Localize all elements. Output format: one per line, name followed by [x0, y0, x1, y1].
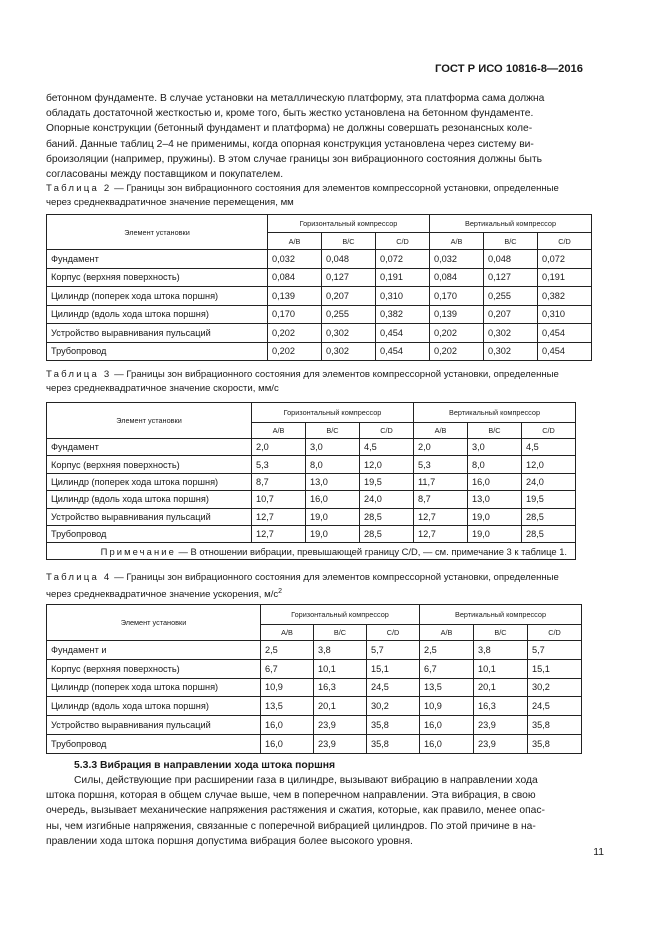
value-cell: 23,9 — [474, 716, 528, 735]
value-cell: 30,2 — [528, 678, 582, 697]
value-cell: 0,191 — [538, 268, 592, 287]
value-cell: 19,5 — [360, 473, 414, 490]
zone-subheader: C/D — [360, 423, 414, 439]
group-header-horizontal: Горизонтальный компрессор — [268, 215, 430, 233]
section-line: ны, чем изгибные напряжения, связанные с поперечной вибрацией цилиндров. По этой причине в на- — [46, 820, 536, 832]
value-cell: 16,3 — [314, 678, 367, 697]
value-cell: 3,0 — [468, 439, 522, 456]
group-header-horizontal: Горизонтальный компрессор — [252, 403, 414, 423]
table-row — [47, 678, 582, 697]
zone-subheader: A/B — [261, 625, 314, 641]
value-cell: 0,207 — [484, 305, 538, 324]
element-name-cell: Трубопровод — [47, 525, 252, 542]
value-cell: 0,048 — [484, 250, 538, 269]
element-name-cell: Цилиндр (вдоль хода штока поршня) — [47, 697, 261, 716]
value-cell: 0,207 — [322, 287, 376, 306]
group-header-vertical: Вертикальный компрессор — [420, 605, 582, 625]
value-cell: 19,0 — [468, 508, 522, 525]
value-cell: 0,302 — [322, 324, 376, 343]
zone-subheader: B/C — [474, 625, 528, 641]
value-cell: 4,5 — [360, 439, 414, 456]
table-4-caption — [46, 571, 661, 603]
element-name-cell: Цилиндр (вдоль хода штока поршня) — [47, 491, 252, 508]
zone-subheader: C/D — [528, 625, 582, 641]
value-cell: 12,7 — [252, 508, 306, 525]
value-cell: 0,302 — [484, 342, 538, 361]
value-cell: 24,5 — [528, 697, 582, 716]
table-4 — [46, 604, 582, 754]
note-text: — В отношении вибрации, превышающей границу C/D, — см. примечание 3 к таблице 1. — [175, 545, 568, 557]
element-name-cell: Цилиндр (поперек хода штока поршня) — [47, 287, 268, 306]
value-cell: 12,0 — [522, 456, 576, 473]
value-cell: 0,382 — [376, 305, 430, 324]
table-2-label: Таблица 2 — [46, 183, 112, 194]
element-name-cell: Корпус (верхняя поверхность) — [47, 268, 268, 287]
value-cell: 13,5 — [261, 697, 314, 716]
value-cell: 10,9 — [420, 697, 474, 716]
value-cell: 0,139 — [268, 287, 322, 306]
table-3-caption — [46, 368, 661, 396]
zone-subheader: B/C — [468, 423, 522, 439]
table-2-caption-text-2: через среднеквадратичное значение перемещения, мм — [46, 197, 294, 209]
element-name-cell: Фундамент — [47, 250, 268, 269]
table-row — [47, 250, 592, 269]
table-2-caption-text: — Границы зон вибрационного состояния для элементов компрессорной установки, определенные — [111, 183, 559, 194]
value-cell: 20,1 — [314, 697, 367, 716]
value-cell: 0,127 — [484, 268, 538, 287]
element-name-cell: Цилиндр (поперек хода штока поршня) — [47, 678, 261, 697]
element-name-cell: Трубопровод — [47, 342, 268, 361]
column-header-element: Элемент установки — [47, 605, 261, 641]
value-cell: 0,032 — [430, 250, 484, 269]
section-line: Силы, действующие при расширении газа в цилиндре, вызывают вибрацию в направлении хода — [74, 775, 538, 786]
value-cell: 12,0 — [360, 456, 414, 473]
section-paragraph — [46, 773, 614, 849]
element-name-cell: Устройство выравнивания пульсаций — [47, 716, 261, 735]
document-header: ГОСТ Р ИСО 10816-8—2016 — [435, 63, 583, 75]
zone-subheader: A/B — [252, 423, 306, 439]
table-row — [47, 456, 576, 473]
value-cell: 0,454 — [376, 324, 430, 343]
value-cell: 23,9 — [474, 734, 528, 753]
table-row — [47, 659, 582, 678]
value-cell: 4,5 — [522, 439, 576, 456]
value-cell: 0,170 — [268, 305, 322, 324]
value-cell: 30,2 — [367, 697, 420, 716]
zone-subheader: A/B — [268, 233, 322, 250]
table-4-caption-sup: 2 — [278, 588, 283, 596]
value-cell: 12,7 — [252, 525, 306, 542]
table-2-caption — [46, 182, 661, 210]
value-cell: 35,8 — [367, 734, 420, 753]
value-cell: 0,127 — [322, 268, 376, 287]
value-cell: 0,048 — [322, 250, 376, 269]
value-cell: 5,7 — [528, 641, 582, 660]
zone-subheader: B/C — [484, 233, 538, 250]
value-cell: 0,072 — [376, 250, 430, 269]
table-row — [47, 439, 576, 456]
value-cell: 16,0 — [420, 716, 474, 735]
table-row — [47, 305, 592, 324]
value-cell: 16,0 — [306, 491, 360, 508]
element-name-cell: Трубопровод — [47, 734, 261, 753]
value-cell: 0,072 — [538, 250, 592, 269]
value-cell: 23,9 — [314, 716, 367, 735]
group-header-horizontal: Горизонтальный компрессор — [261, 605, 420, 625]
element-name-cell: Корпус (верхняя поверхность) — [47, 456, 252, 473]
group-header-vertical: Вертикальный компрессор — [430, 215, 592, 233]
zone-subheader: B/C — [314, 625, 367, 641]
value-cell: 2,5 — [420, 641, 474, 660]
value-cell: 10,9 — [261, 678, 314, 697]
value-cell: 23,9 — [314, 734, 367, 753]
value-cell: 28,5 — [522, 525, 576, 542]
value-cell: 3,8 — [474, 641, 528, 660]
section-line: правлении хода штока поршня допустима вибрация более высокого уровня. — [46, 835, 413, 847]
value-cell: 8,0 — [468, 456, 522, 473]
value-cell: 10,1 — [474, 659, 528, 678]
value-cell: 0,255 — [484, 287, 538, 306]
value-cell: 0,084 — [268, 268, 322, 287]
table-4-label: Таблица 4 — [46, 572, 112, 583]
value-cell: 2,5 — [261, 641, 314, 660]
zone-subheader: A/B — [430, 233, 484, 250]
value-cell: 28,5 — [360, 508, 414, 525]
value-cell: 0,139 — [430, 305, 484, 324]
value-cell: 3,0 — [306, 439, 360, 456]
value-cell: 12,7 — [414, 508, 468, 525]
value-cell: 16,0 — [261, 734, 314, 753]
value-cell: 28,5 — [522, 508, 576, 525]
value-cell: 0,454 — [376, 342, 430, 361]
value-cell: 24,0 — [360, 491, 414, 508]
element-name-cell: Фундамент — [47, 439, 252, 456]
value-cell: 6,7 — [261, 659, 314, 678]
intro-line: баний. Данные таблиц 2–4 не применимы, когда опорная конструкция установлена через систему ви- — [46, 138, 534, 150]
value-cell: 35,8 — [528, 734, 582, 753]
table-row — [47, 268, 592, 287]
zone-subheader: B/C — [322, 233, 376, 250]
zone-subheader: C/D — [522, 423, 576, 439]
value-cell: 10,7 — [252, 491, 306, 508]
zone-subheader: B/C — [306, 423, 360, 439]
value-cell: 16,3 — [474, 697, 528, 716]
value-cell: 19,0 — [468, 525, 522, 542]
value-cell: 35,8 — [367, 716, 420, 735]
value-cell: 20,1 — [474, 678, 528, 697]
element-name-cell: Корпус (верхняя поверхность) — [47, 659, 261, 678]
value-cell: 16,0 — [468, 473, 522, 490]
value-cell: 0,202 — [430, 342, 484, 361]
zone-subheader: A/B — [414, 423, 468, 439]
value-cell: 0,084 — [430, 268, 484, 287]
table-4-caption-text: — Границы зон вибрационного состояния для элементов компрессорной установки, определенные — [111, 572, 559, 583]
value-cell: 8,7 — [414, 491, 468, 508]
table-row — [47, 716, 582, 735]
value-cell: 24,5 — [367, 678, 420, 697]
table-note — [47, 543, 576, 560]
value-cell: 13,0 — [306, 473, 360, 490]
value-cell: 13,0 — [468, 491, 522, 508]
value-cell: 0,032 — [268, 250, 322, 269]
value-cell: 0,302 — [484, 324, 538, 343]
value-cell: 15,1 — [528, 659, 582, 678]
zone-subheader: C/D — [538, 233, 592, 250]
value-cell: 0,255 — [322, 305, 376, 324]
table-2 — [46, 214, 592, 361]
value-cell: 0,170 — [430, 287, 484, 306]
intro-paragraph — [46, 91, 614, 182]
table-row — [47, 641, 582, 660]
value-cell: 5,3 — [252, 456, 306, 473]
page-number: 11 — [593, 847, 604, 858]
column-header-element: Элемент установки — [47, 215, 268, 250]
zone-subheader: C/D — [376, 233, 430, 250]
table-row — [47, 734, 582, 753]
table-row — [47, 525, 576, 542]
table-3-caption-text-2: через среднеквадратичное значение скорости, мм/с — [46, 383, 279, 395]
value-cell: 0,191 — [376, 268, 430, 287]
zone-subheader: C/D — [367, 625, 420, 641]
intro-line: бетонном фундаменте. В случае установки на металлическую платформу, эта платформа сама должна — [46, 93, 545, 104]
value-cell: 0,202 — [430, 324, 484, 343]
value-cell: 0,302 — [322, 342, 376, 361]
element-name-cell: Устройство выравнивания пульсаций — [47, 324, 268, 343]
value-cell: 2,0 — [414, 439, 468, 456]
table-3-label: Таблица 3 — [46, 369, 112, 380]
section-line: штока поршня, которая в общем случае выше, чем в поперечном направлении. Эта вибрация, в свою — [46, 790, 536, 802]
value-cell: 35,8 — [528, 716, 582, 735]
value-cell: 19,5 — [522, 491, 576, 508]
intro-line: обладать достаточной жесткостью и, кроме того, быть жестко установлена на бетонном фундаменте. — [46, 108, 534, 120]
value-cell: 12,7 — [414, 525, 468, 542]
table-row — [47, 697, 582, 716]
table-3 — [46, 402, 576, 560]
value-cell: 8,7 — [252, 473, 306, 490]
value-cell: 0,382 — [538, 287, 592, 306]
table-row — [47, 473, 576, 490]
table-row — [47, 491, 576, 508]
zone-subheader: A/B — [420, 625, 474, 641]
value-cell: 16,0 — [261, 716, 314, 735]
value-cell: 19,0 — [306, 508, 360, 525]
value-cell: 0,202 — [268, 324, 322, 343]
table-row — [47, 342, 592, 361]
intro-line: согласованы между поставщиком и покупателем. — [46, 169, 284, 181]
element-name-cell: Цилиндр (поперек хода штока поршня) — [47, 473, 252, 490]
section-line: очередь, вызывает механические напряжения растяжения и сжатия, которые, как правило, менее опас- — [46, 805, 545, 817]
value-cell: 5,7 — [367, 641, 420, 660]
value-cell: 0,454 — [538, 324, 592, 343]
column-header-element: Элемент установки — [47, 403, 252, 439]
table-row — [47, 324, 592, 343]
section-title: 5.3.3 Вибрация в направлении хода штока поршня — [74, 760, 336, 771]
value-cell: 0,454 — [538, 342, 592, 361]
value-cell: 0,310 — [376, 287, 430, 306]
value-cell: 10,1 — [314, 659, 367, 678]
value-cell: 13,5 — [420, 678, 474, 697]
value-cell: 8,0 — [306, 456, 360, 473]
note-label: Примечание — [100, 545, 176, 557]
element-name-cell: Цилиндр (вдоль хода штока поршня) — [47, 305, 268, 324]
value-cell: 28,5 — [360, 525, 414, 542]
table-3-caption-text: — Границы зон вибрационного состояния для элементов компрессорной установки, определенные — [111, 369, 559, 380]
value-cell: 24,0 — [522, 473, 576, 490]
value-cell: 11,7 — [414, 473, 468, 490]
table-row — [47, 287, 592, 306]
value-cell: 0,310 — [538, 305, 592, 324]
group-header-vertical: Вертикальный компрессор — [414, 403, 576, 423]
element-name-cell: Устройство выравнивания пульсаций — [47, 508, 252, 525]
table-row — [47, 508, 576, 525]
intro-line: броизоляции (например, пружины). В этом случае границы зон вибрационного состояния должны быть — [46, 153, 543, 165]
table-4-caption-text-2: через среднеквадратичное значение ускорения, м/с — [46, 589, 279, 601]
value-cell: 15,1 — [367, 659, 420, 678]
value-cell: 16,0 — [420, 734, 474, 753]
value-cell: 0,202 — [268, 342, 322, 361]
value-cell: 2,0 — [252, 439, 306, 456]
value-cell: 3,8 — [314, 641, 367, 660]
value-cell: 19,0 — [306, 525, 360, 542]
value-cell: 5,3 — [414, 456, 468, 473]
value-cell: 6,7 — [420, 659, 474, 678]
element-name-cell: Фундамент и — [47, 641, 261, 660]
intro-line: Опорные конструкции (бетонный фундамент и платформа) не должны совершать резонансных коле- — [46, 123, 533, 135]
